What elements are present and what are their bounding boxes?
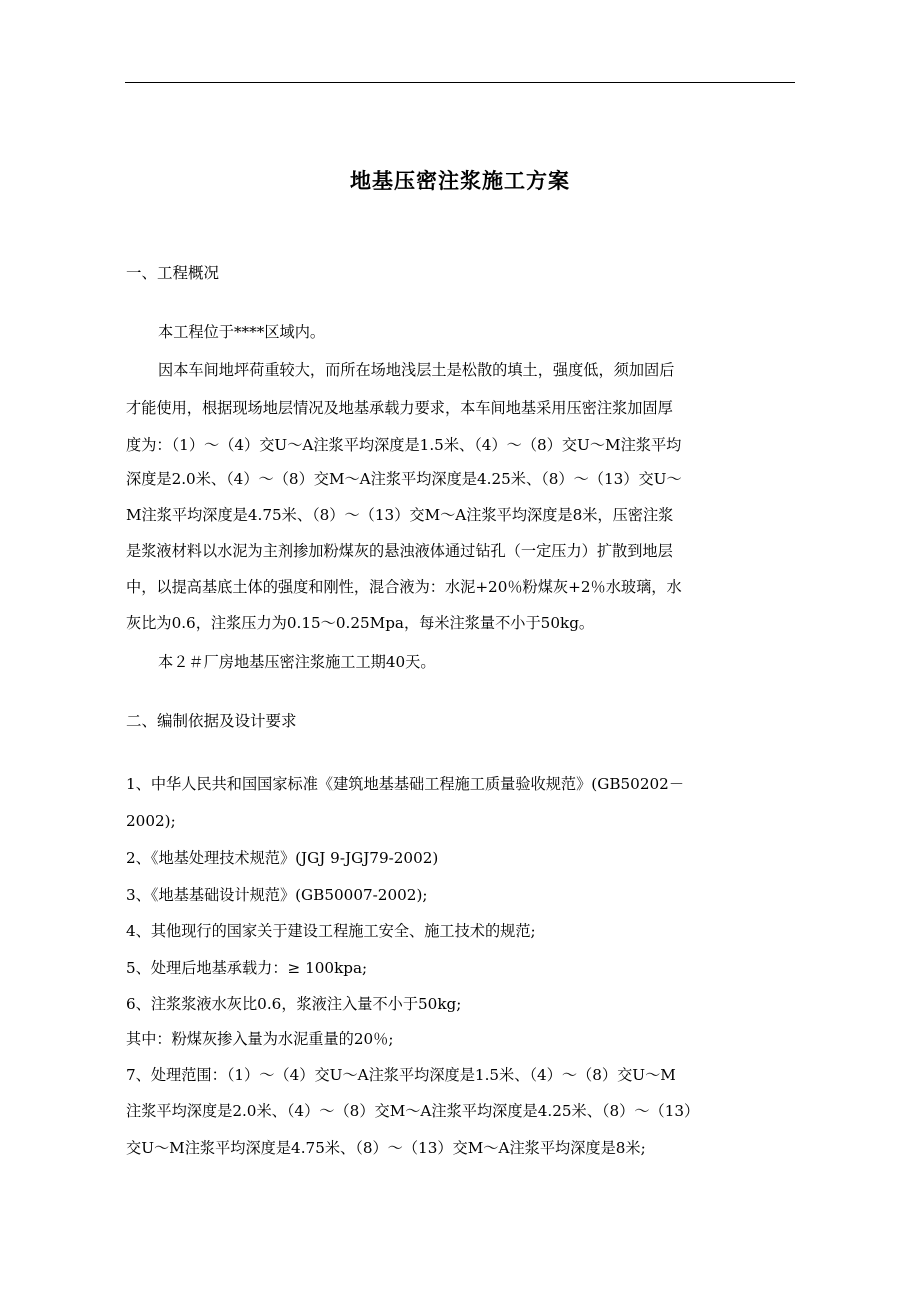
paragraph-line: 度为：（1）～（4）交U～A注浆平均深度是1.5米、（4）～（8）交U～M注浆平均 [126,436,682,454]
paragraph-line: 中，以提高基底土体的强度和刚性，混合液为：水泥+20％粉煤灰+2％水玻璃，水 [126,578,682,596]
list-item: 5、处理后地基承载力：≥ 100kpa; [126,959,368,977]
list-item: 7、处理范围：（1）～（4）交U～A注浆平均深度是1.5米、（4）～（8）交U～M [126,1066,676,1084]
list-item: 2、《地基处理技术规范》(JGJ 9-JGJ79-2002) [126,849,439,867]
section-heading-overview: 一、工程概况 [126,264,220,282]
list-item: 2002); [126,812,176,830]
list-item: 4、其他现行的国家关于建设工程施工安全、施工技术的规范; [126,922,536,940]
paragraph-line: 是浆液材料以水泥为主剂掺加粉煤灰的悬浊液体通过钻孔（一定压力）扩散到地层 [126,542,673,560]
paragraph-line: 本工程位于****区域内。 [158,323,326,341]
list-item: 其中：粉煤灰掺入量为水泥重量的20％; [126,1030,394,1048]
paragraph-line: M注浆平均深度是4.75米、（8）～（13）交M～A注浆平均深度是8米，压密注浆 [126,506,674,524]
section-heading-basis: 二、编制依据及设计要求 [126,712,297,730]
list-item: 6、注浆浆液水灰比0.6，浆液注入量不小于50kg; [126,995,462,1013]
paragraph-line: 灰比为0.6，注浆压力为0.15～0.25Mpa，每米注浆量不小于50kg。 [126,614,595,632]
paragraph-line: 本２＃厂房地基压密注浆施工工期40天。 [158,653,436,671]
document-title: 地基压密注浆施工方案 [350,169,570,193]
header-rule [125,82,795,83]
paragraph-line: 因本车间地坪荷重较大，而所在场地浅层土是松散的填土，强度低，须加固后 [158,361,675,379]
paragraph-line: 深度是2.0米、（4）～（8）交M～A注浆平均深度是4.25米、（8）～（13）交U～ [126,470,682,488]
list-item: 3、《地基基础设计规范》(GB50007-2002); [126,886,428,904]
list-item: 1、中华人民共和国国家标准《建筑地基基础工程施工质量验收规范》(GB50202－ [126,775,685,793]
list-item: 注浆平均深度是2.0米、（4）～（8）交M～A注浆平均深度是4.25米、（8）～（13） [126,1102,700,1120]
list-item: 交U～M注浆平均深度是4.75米、（8）～（13）交M～A注浆平均深度是8米; [126,1139,646,1157]
paragraph-line: 才能使用，根据现场地层情况及地基承载力要求，本车间地基采用压密注浆加固厚 [126,399,673,417]
